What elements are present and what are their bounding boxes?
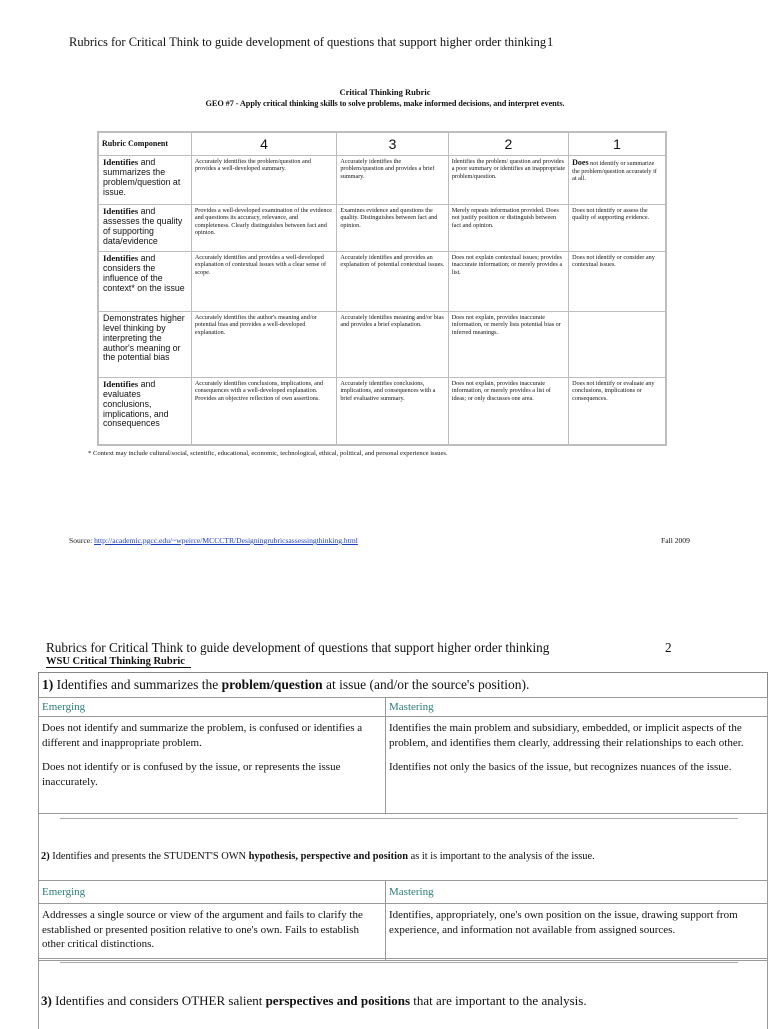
emerging-header [38,880,386,904]
section-1-title-box [38,672,768,698]
section-3-title: 3) Identifies and considers OTHER salient perspectives and positions that are important to the analysis. [41,993,587,1008]
score-2-cell: Merely repeats information provided. Does not justify position or distinguish between fact and opinion. [448,205,568,252]
score-3-cell: Accurately identifies and provides an explanation of potential contextual issues. [337,252,448,312]
page-header [69,35,549,50]
mastering-paragraph: Identifies not only the basics of the issue, but recognizes nuances of the issue. [389,761,732,774]
context-footnote: * Context may include cultural/social, scientific, educational, economic, technological, ethical, political, and personal experience issues. [88,450,448,457]
score-4-cell: Accurately identifies conclusions, implications, and consequences with a well-developed explanation. Provides an objective reflection of own assertions. [191,378,337,445]
column-header: 3 [337,132,448,156]
score-3-cell: Accurately identifies meaning and/or bias and provides a brief explanation. [337,312,448,378]
score-4-cell: Accurately identifies the problem/question and provides a well-developed summary. [191,156,337,205]
emerging-description [38,716,386,814]
score-4-cell: Accurately identifies and provides a well-developed explanation of contextual issues with a clear sense of scope. [191,252,337,312]
emerging-label: Emerging [42,701,86,713]
score-2-cell: Does not explain, provides inaccurate information, or merely lists potential bias or inferred meanings. [448,312,568,378]
rubric-subtitle: GEO #7 - Apply critical thinking skills to solve problems, make informed decisions, and interpret events. [205,99,565,108]
score-2-cell: Identifies the problem/ question and provides a poor summary or identifies an inappropriate problem/question. [448,156,568,205]
header-text: Rubrics for Critical Think to guide development of questions that support higher order thinking [69,35,547,49]
score-1-cell: Does not identify or summarize the problem/question accurately if at all. [569,156,666,205]
emerging-label: Emerging [42,886,86,898]
source-line [69,536,358,545]
rubric-title: Critical Thinking Rubric [339,87,431,97]
mastering-header [385,697,768,717]
rubric-component: Identifies and summarizes the problem/question at issue. [98,156,191,205]
mastering-description [385,903,768,961]
table-row [98,252,666,312]
rubric-component: Identifies and considers the influence of the context* on the issue [98,252,191,312]
mastering-paragraph: Identifies, appropriately, one's own position on the issue, drawing support from experience, and information not available from assigned sources. [389,909,738,936]
table-row [98,312,666,378]
table-row [98,378,666,445]
score-1-cell: Does not identify or evaluate any conclusions, implications or consequences. [569,378,666,445]
score-1-cell: Does not identify or consider any contextual issues. [569,252,666,312]
score-1-cell: Does not identify or assess the quality of supporting evidence. [569,205,666,252]
table-row [98,156,666,205]
column-header: 4 [191,132,337,156]
mastering-header [385,880,768,904]
score-3-cell: Examines evidence and questions the quality. Distinguishes between fact and opinion. [337,205,448,252]
date-label: Fall 2009 [661,536,690,545]
divider [60,818,738,819]
score-2-cell: Does not explain, provides inaccurate information, or merely provides a list of ideas; or only discusses one area. [448,378,568,445]
divider [60,962,738,963]
emerging-paragraph: Does not identify or is confused by the issue, or represents the issue inaccurately. [42,761,341,788]
score-2-cell: Does not explain contextual issues; provides inaccurate information; or merely provides a list. [448,252,568,312]
table-header-row [98,132,666,156]
score-3-cell: Accurately identifies conclusions, implications, and consequences with a brief evaluative summary. [337,378,448,445]
column-header: 1 [569,132,666,156]
page-header [46,640,636,656]
score-4-cell: Accurately identifies the author's meaning and/or potential bias and provides a well-developed explanation. [191,312,337,378]
emerging-paragraph: Addresses a single source or view of the argument and fails to clarify the established or presented position relative to one's own. Fails to establish other critical distinctions. [42,909,363,951]
page-number: 2 [665,640,672,655]
table-row [98,205,666,252]
source-label: Source: [69,536,95,545]
rubric-component: Identifies and evaluates conclusions, implications, and consequences [98,378,191,445]
wsu-rubric-title: WSU Critical Thinking Rubric [46,656,191,668]
column-header: Rubric Component [98,132,191,156]
emerging-description [38,903,386,961]
mastering-description [385,716,768,814]
rubric-component: Demonstrates higher level thinking by interpreting the author's meaning or the potential bias [98,312,191,378]
page-number: 1 [547,35,554,49]
score-3-cell: Accurately identifies the problem/question and provides a brief summary. [337,156,448,205]
mastering-label: Mastering [389,701,434,713]
emerging-paragraph: Does not identify and summarize the problem, is confused or identifies a different and inappropriate problem. [42,722,363,749]
section-2-title-box [38,813,768,881]
score-4-cell: Provides a well-developed examination of the evidence and questions its accuracy, relevance, and completeness. Clearly distinguishes between fact and opinion. [191,205,337,252]
column-header: 2 [448,132,568,156]
header-text: Rubrics for Critical Think to guide development of questions that support higher order thinking [46,640,550,655]
score-1-cell [569,312,666,378]
emerging-header [38,697,386,717]
section-2-title: 2) Identifies and presents the STUDENT'S OWN hypothesis, perspective and position as it is important to the analysis of the issue. [41,851,595,862]
source-link[interactable]: http://academic.pgcc.edu/~wpeirce/MCCCTR/Designingrubricsassessingthinking.html [94,536,358,545]
critical-thinking-rubric-table [97,131,667,446]
rubric-component: Identifies and assesses the quality of supporting data/evidence [98,205,191,252]
mastering-label: Mastering [389,886,434,898]
section-1-title: 1) Identifies and summarizes the problem/question at issue (and/or the source's position). [42,677,530,692]
mastering-paragraph: Identifies the main problem and subsidiary, embedded, or implicit aspects of the problem, and identifies them clearly, addressing their relationships to each other. [389,722,744,749]
